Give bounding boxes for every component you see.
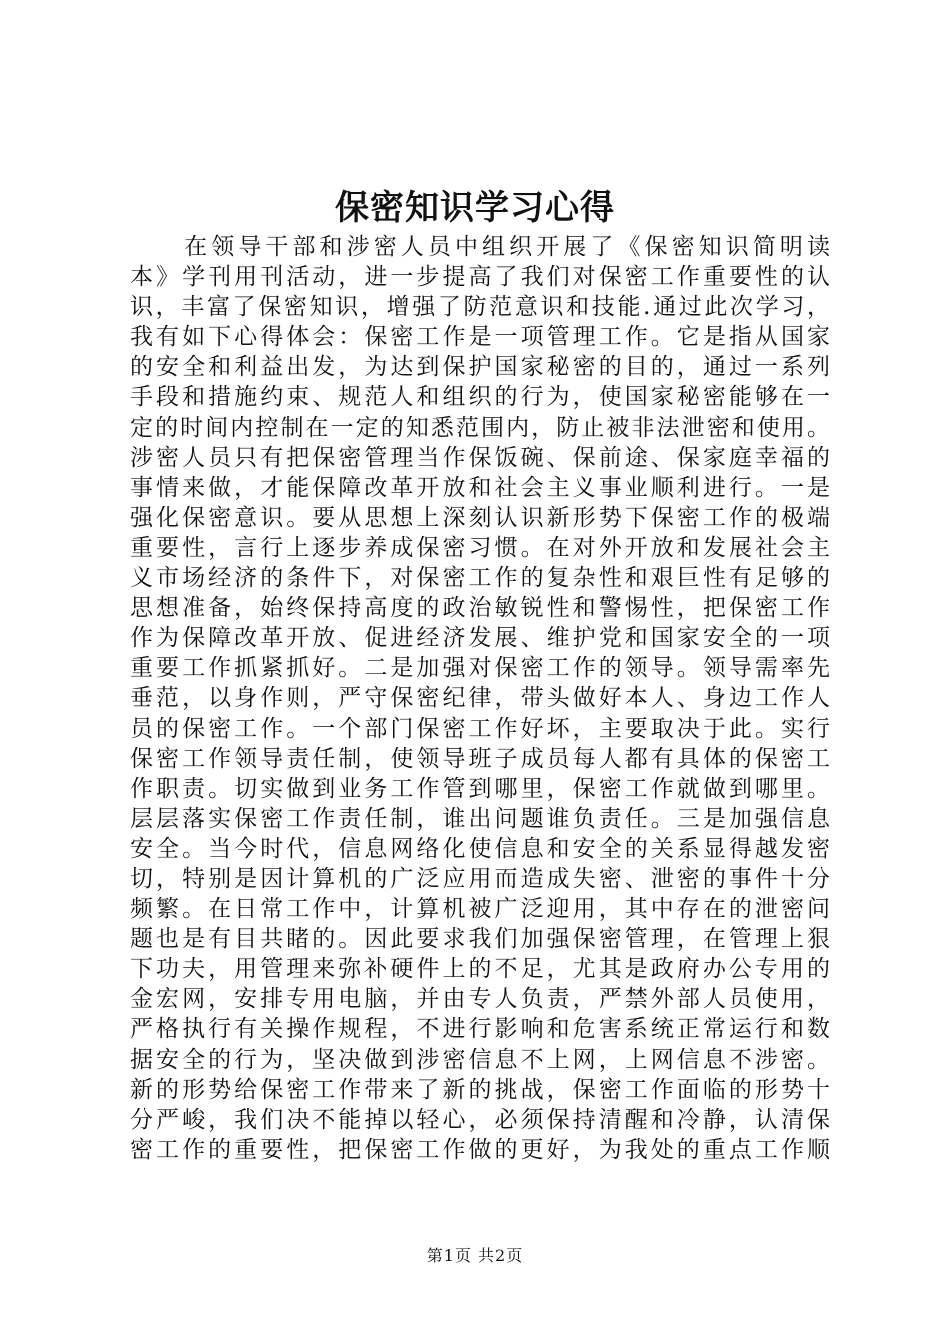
body-text-line: 强化保密意识。要从思想上深刻认识新形势下保密工作的极端 xyxy=(130,504,830,531)
body-text-line: 作为保障改革开放、促进经济发展、维护党和国家安全的一项 xyxy=(130,625,830,652)
body-text-line: 垂范，以身作则，严守保密纪律，带头做好本人、身边工作人 xyxy=(130,685,830,712)
body-text-line: 义市场经济的条件下，对保密工作的复杂性和艰巨性有足够的 xyxy=(130,565,830,592)
body-text-line: 作职责。切实做到业务工作管到哪里，保密工作就做到哪里。 xyxy=(130,775,830,802)
body-text-line: 频繁。在日常工作中，计算机被广泛迎用，其中存在的泄密问 xyxy=(130,896,830,923)
body-text-line: 的安全和利益出发，为达到保护国家秘密的目的，通过一系列 xyxy=(130,354,830,381)
body-text-line: 新的形势给保密工作带来了新的挑战，保密工作面临的形势十 xyxy=(130,1076,830,1103)
body-text-line: 识，丰富了保密知识，增强了防范意识和技能.通过此次学习， xyxy=(130,294,830,321)
page-footer: 第1页 共2页 xyxy=(426,1246,524,1265)
body-text-line: 事情来做，才能保障改革开放和社会主义事业顺利进行。一是 xyxy=(130,474,830,501)
body-text-line: 定的时间内控制在一定的知悉范围内，防止被非法泄密和使用。 xyxy=(130,414,830,441)
body-text-line: 在领导干部和涉密人员中组织开展了《保密知识简明读 xyxy=(130,234,830,260)
body-text-line: 密工作的重要性，把保密工作做的更好，为我处的重点工作顺 xyxy=(130,1136,830,1163)
body-text-line: 分严峻，我们决不能掉以轻心，必须保持清醒和冷静，认清保 xyxy=(130,1106,830,1133)
document-body xyxy=(130,232,830,1165)
body-text-line: 严格执行有关操作规程，不进行影响和危害系统正常运行和数 xyxy=(130,1016,830,1043)
body-text-line: 层层落实保密工作责任制，谁出问题谁负责任。三是加强信息 xyxy=(130,805,830,832)
body-text-line: 据安全的行为，坚决做到涉密信息不上网，上网信息不涉密。 xyxy=(130,1046,830,1073)
body-text-line: 思想准备，始终保持高度的政治敏锐性和警惕性，把保密工作 xyxy=(130,595,830,622)
body-text-line: 重要性，言行上逐步养成保密习惯。在对外开放和发展社会主 xyxy=(130,534,830,561)
body-text-line: 安全。当今时代，信息网络化使信息和安全的关系显得越发密 xyxy=(130,835,830,862)
body-text-line: 切，特别是因计算机的广泛应用而造成失密、泄密的事件十分 xyxy=(130,865,830,892)
body-text-line: 题也是有目共睹的。因此要求我们加强保密管理，在管理上狠 xyxy=(130,926,830,953)
body-text-line: 涉密人员只有把保密管理当作保饭碗、保前途、保家庭幸福的 xyxy=(130,444,830,471)
body-text-line: 本》学刊用刊活动，进一步提高了我们对保密工作重要性的认 xyxy=(130,264,830,291)
body-text-line: 金宏网，安排专用电脑，并由专人负责，严禁外部人员使用， xyxy=(130,986,830,1013)
body-text-line: 手段和措施约束、规范人和组织的行为，使国家秘密能够在一 xyxy=(130,384,830,411)
body-text-line: 员的保密工作。一个部门保密工作好坏，主要取决于此。实行 xyxy=(130,715,830,742)
body-text-line: 下功夫，用管理来弥补硬件上的不足，尤其是政府办公专用的 xyxy=(130,956,830,983)
body-text-line: 我有如下心得体会：保密工作是一项管理工作。它是指从国家 xyxy=(130,324,830,351)
body-text-line: 重要工作抓紧抓好。二是加强对保密工作的领导。领导需率先 xyxy=(130,655,830,682)
body-text-line: 保密工作领导责任制，使领导班子成员每人都有具体的保密工 xyxy=(130,745,830,772)
document-title: 保密知识学习心得 xyxy=(335,188,615,228)
